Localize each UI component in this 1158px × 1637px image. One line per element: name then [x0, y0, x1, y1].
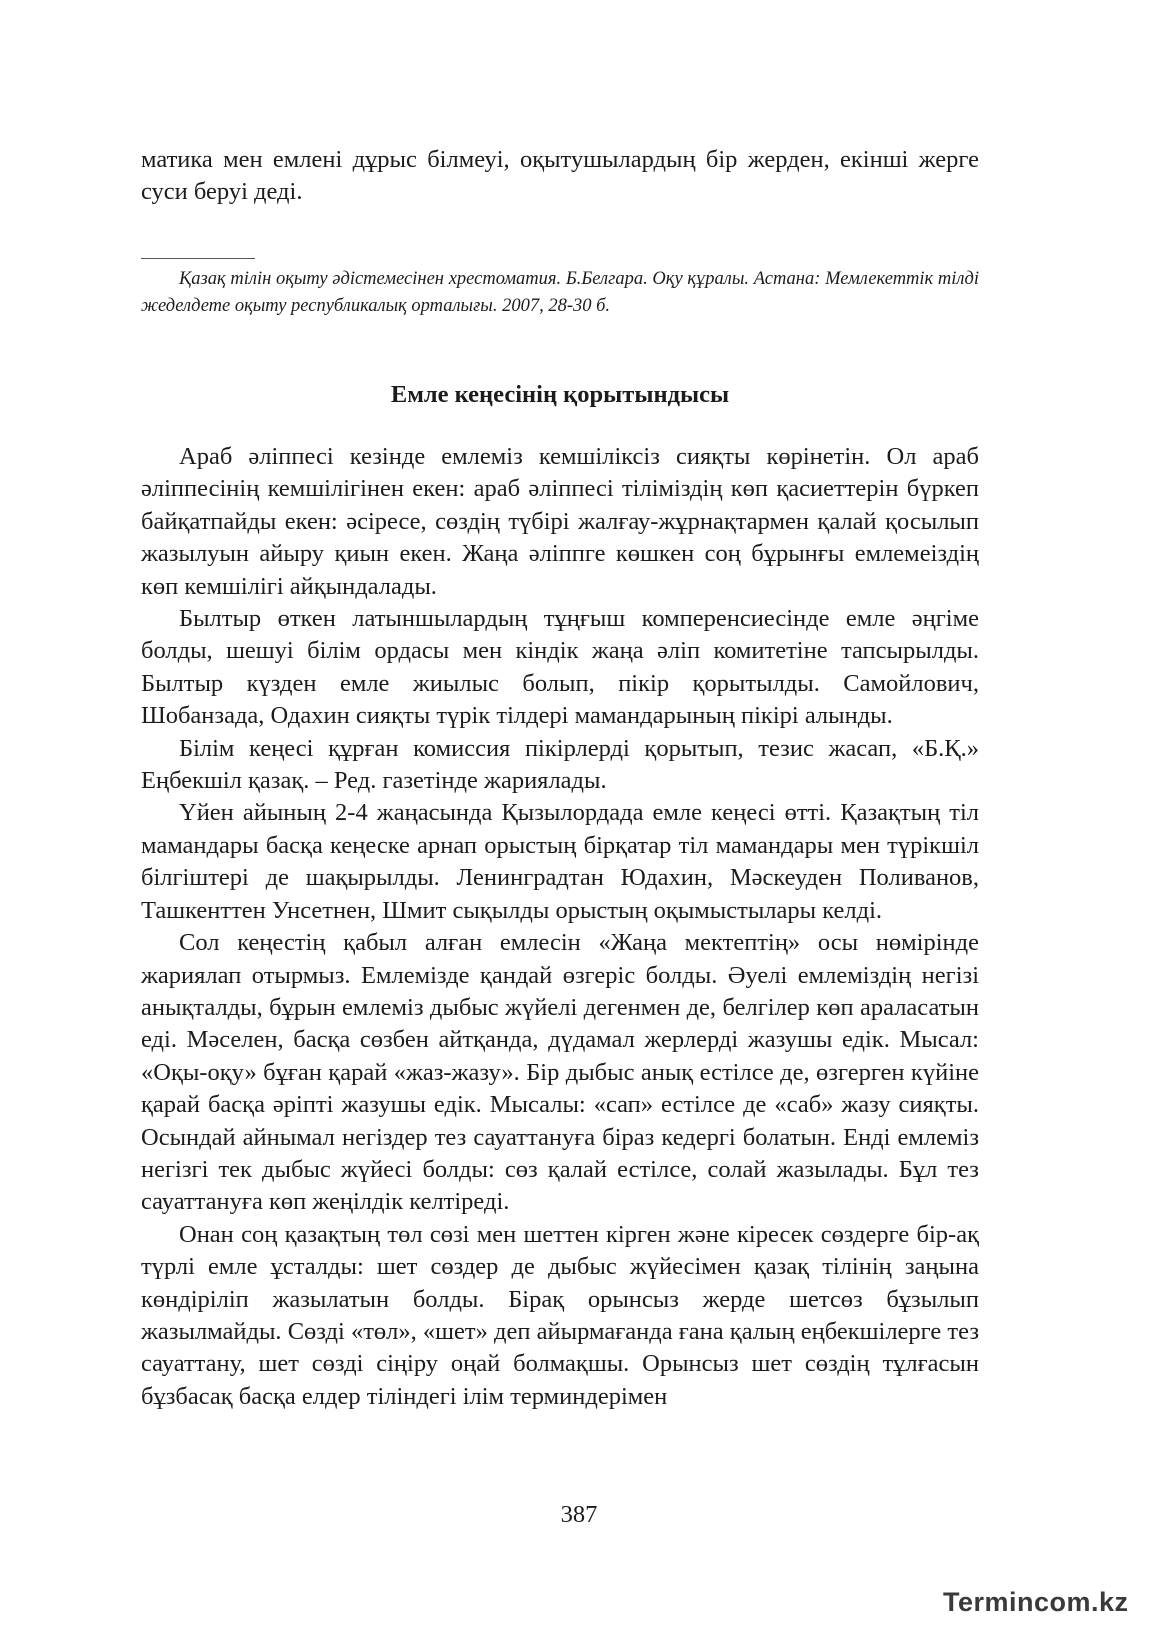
paragraph: Үйен айының 2-4 жаңасында Қызылордада емле кеңесі өтті. Қазақтың тіл мамандары басқа кеңеске арнап орыстың бірқатар тіл мамандары мен түрікшіл білгіштері де шақырылды. Ленинградтан Юдахин, Мәскеуден Поливанов, Ташкенттен Унсетнен, Шмит сықылды орыстың оқымыстылары келді. [141, 799, 979, 924]
footnote: Қазақ тілін оқыту әдістемесінен хрестоматия. Б.Белгара. Оқу құралы. Астана: Мемлекеттік тілді жеделдете оқыту республикалық орталығы. 2007, 28-30 б. [141, 269, 979, 316]
watermark-logo: Termincom.kz [943, 1587, 1129, 1617]
page-number: 387 [560, 1501, 598, 1528]
body-text [141, 441, 979, 1413]
continuation-paragraph: матика мен емлені дұрыс білмеуі, оқытушылардың бір жерден, екінші жерге суси беруі деді. [141, 146, 979, 206]
paragraph: Сол кеңестің қабыл алған емлесін «Жаңа мектептің» осы нөмірінде жариялап отырмыз. Емлемізде қандай өзгеріс болды. Әуелі емлеміздің негізі анықталды, бұрын емлеміз дыбыс жүйелі дегенмен де, белгілер көп араласатын еді. Мәселен, басқа сөзбен айтқанда, дүдамал жерлерді жазушы едік. Мысал: «Оқы-оқу» бұған қарай «жаз-жазу». Бір дыбыс анық естілсе де, өзгерген күйіне қарай басқа әріпті жазушы едік. Мысалы: «сап» естілсе де «саб» жазу сияқты. Осындай айнымал негіздер тез сауаттануға біраз кедергі болатын. Енді емлеміз негізгі тек дыбыс жүйесі болды: сөз қалай естілсе, солай жазылады. Бұл тез сауаттануға көп жеңілдік келтіреді. [141, 929, 979, 1216]
paragraph: Былтыр өткен латыншылардың тұңғыш компеpенсиесінде емле әңгіме болды, шешуі білім ордасы мен кіндік жаңа әліп комитетіне тапсырылды. Былтыр күзден емле жиылыс болып, пікір қорытылды. Самойлович, Шобанзада, Одахин сияқты түрік тілдері мамандарының пікірі алынды. [141, 605, 979, 730]
section-title: Емле кеңесінің қорытындысы [390, 381, 730, 408]
paragraph: Онан соң қазақтың төл сөзі мен шеттен кірген және кіресек сөздерге бір-ақ түрлі емле ұсталды: шет сөздер де дыбыс жүйесімен қазақ тілінің заңына көндіріліп жазылатын болды. Бірақ орынсыз жерде шетсөз бұзылып жазылмайды. Сөзді «төл», «шет» деп айырмағанда ғана қалың еңбекшілерге тез сауаттану, шет сөзді сіңіру оңай болмақшы. Орынсыз шет сөздің тұлғасын бұзбасақ басқа елдер тіліндегі ілім терминдерімен [141, 1220, 979, 1410]
paragraph: Араб әліппесі кезінде емлеміз кемшіліксіз сияқты көрінетін. Ол араб әліппесінің кемшілігінен екен: араб әліппесі тіліміздің көп қасиеттерін бүркеп байқатпайды екен: әсіресе, сөздің түбірі жалғау-жұрнақтармен қалай қосылып жазылуын айыру қиын екен. Жаңа әліппге көшкен соң бұрынғы емлемеіздің көп кемшілігі айқындалады. [141, 443, 979, 600]
footnote-divider [141, 258, 255, 259]
continuation-text [141, 144, 979, 209]
paragraph: Білім кеңесі құрған комиссия пікірлерді қорытып, тезис жасап, «Б.Қ.» Еңбекшіл қазақ. – Ред. газетінде жариялады. [141, 734, 979, 795]
